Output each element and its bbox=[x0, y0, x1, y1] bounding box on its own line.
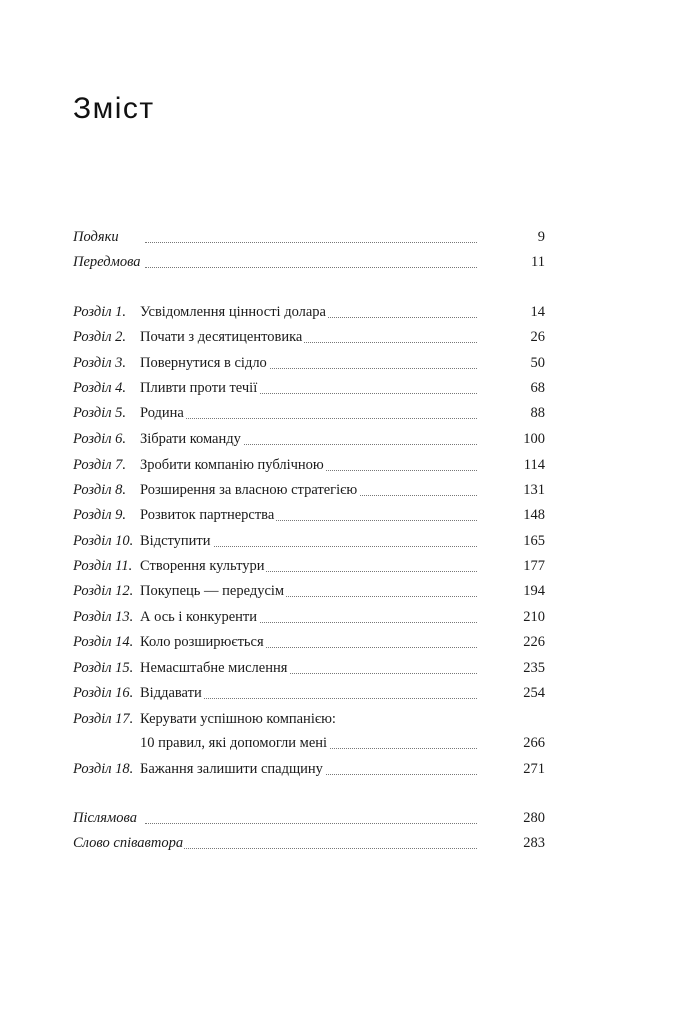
page-number: 88 bbox=[530, 405, 545, 421]
chapter-label: Розділ 14. bbox=[73, 634, 134, 650]
chapter-title: Віддавати bbox=[140, 685, 202, 701]
toc-entry-chapter-10 bbox=[0, 533, 682, 555]
toc-entry-chapter-14 bbox=[0, 634, 682, 656]
toc-entry-chapter-13 bbox=[0, 609, 682, 631]
page-title: Зміст bbox=[73, 92, 155, 125]
entry-label: Післямова bbox=[73, 810, 137, 826]
page-number: 165 bbox=[523, 533, 545, 549]
chapter-label: Розділ 15. bbox=[73, 660, 134, 676]
chapter-label: Розділ 7. bbox=[73, 457, 127, 473]
toc-entry-chapter-6 bbox=[0, 431, 682, 453]
page-number: 280 bbox=[523, 810, 545, 826]
dot-leader bbox=[145, 848, 477, 849]
chapter-title: Керувати успішною компанією: bbox=[140, 711, 336, 727]
toc-entry-chapter-4 bbox=[0, 380, 682, 402]
dot-leader bbox=[145, 418, 477, 419]
chapter-label: Розділ 17. bbox=[73, 711, 134, 727]
chapter-label: Розділ 4. bbox=[73, 380, 127, 396]
page-number: 235 bbox=[523, 660, 545, 676]
chapter-title-line-2: 10 правил, які допомогли мені bbox=[140, 735, 328, 751]
entry-label: Подяки bbox=[73, 229, 119, 245]
toc-entry-chapter-17-continued bbox=[0, 735, 682, 757]
toc-entry-chapter-16 bbox=[0, 685, 682, 707]
chapter-label: Розділ 16. bbox=[73, 685, 134, 701]
page-number: 9 bbox=[537, 229, 545, 245]
toc-entry-chapter-2 bbox=[0, 329, 682, 351]
page-number: 194 bbox=[523, 583, 545, 599]
page-number: 254 bbox=[523, 685, 545, 701]
toc-entry-chapter-3 bbox=[0, 355, 682, 377]
page-number: 271 bbox=[523, 761, 545, 777]
chapter-title: Коло розширюється bbox=[140, 634, 264, 650]
page-number: 177 bbox=[523, 558, 545, 574]
page-number: 11 bbox=[531, 254, 545, 270]
toc-entry-chapter-1 bbox=[0, 304, 682, 326]
toc-entry-chapter-5 bbox=[0, 405, 682, 427]
toc-entry-preface bbox=[0, 254, 682, 276]
chapter-title: Зібрати команду bbox=[140, 431, 241, 447]
page-number: 210 bbox=[523, 609, 545, 625]
entry-label: Слово співавтора bbox=[73, 835, 184, 851]
toc-entry-chapter-15 bbox=[0, 660, 682, 682]
dot-leader bbox=[145, 242, 477, 243]
chapter-label: Розділ 1. bbox=[73, 304, 127, 320]
chapter-label: Розділ 12. bbox=[73, 583, 134, 599]
page-number: 283 bbox=[523, 835, 545, 851]
chapter-title: Повернутися в сідло bbox=[140, 355, 267, 371]
toc-entry-chapter-7 bbox=[0, 457, 682, 479]
page-number: 114 bbox=[523, 457, 545, 473]
chapter-title: Немасштабне мислення bbox=[140, 660, 288, 676]
dot-leader bbox=[145, 823, 477, 824]
chapter-label: Розділ 11. bbox=[73, 558, 133, 574]
page-number: 131 bbox=[523, 482, 545, 498]
chapter-label: Розділ 6. bbox=[73, 431, 127, 447]
chapter-title: Відступити bbox=[140, 533, 211, 549]
chapter-title: Розвиток партнерства bbox=[140, 507, 275, 523]
toc-entry-chapter-8 bbox=[0, 482, 682, 504]
chapter-label: Розділ 8. bbox=[73, 482, 127, 498]
toc-entry-afterword bbox=[0, 810, 682, 832]
toc-entry-acknowledgements bbox=[0, 229, 682, 251]
page-number: 266 bbox=[523, 735, 545, 751]
chapter-title: Створення культури bbox=[140, 558, 265, 574]
page-number: 50 bbox=[530, 355, 545, 371]
toc-entry-chapter-17 bbox=[0, 711, 682, 733]
chapter-title: Усвідомлення цінності долара bbox=[140, 304, 326, 320]
chapter-title: А ось і конкуренти bbox=[140, 609, 257, 625]
page-number: 100 bbox=[523, 431, 545, 447]
chapter-label: Розділ 18. bbox=[73, 761, 134, 777]
chapter-label: Розділ 2. bbox=[73, 329, 127, 345]
chapter-title: Пливти проти течії bbox=[140, 380, 258, 396]
dot-leader bbox=[145, 267, 477, 268]
toc-entry-chapter-9 bbox=[0, 507, 682, 529]
page-number: 68 bbox=[530, 380, 545, 396]
chapter-label: Розділ 10. bbox=[73, 533, 134, 549]
page-number: 14 bbox=[530, 304, 545, 320]
entry-label: Передмова bbox=[73, 254, 141, 270]
chapter-label: Розділ 5. bbox=[73, 405, 127, 421]
toc-entry-chapter-11 bbox=[0, 558, 682, 580]
toc-entry-chapter-12 bbox=[0, 583, 682, 605]
chapter-label: Розділ 9. bbox=[73, 507, 127, 523]
chapter-title: Родина bbox=[140, 405, 184, 421]
chapter-label: Розділ 13. bbox=[73, 609, 134, 625]
page-number: 226 bbox=[523, 634, 545, 650]
toc-entry-chapter-18 bbox=[0, 761, 682, 783]
chapter-label: Розділ 3. bbox=[73, 355, 127, 371]
chapter-title: Покупець — передусім bbox=[140, 583, 285, 599]
page-number: 26 bbox=[530, 329, 545, 345]
page-number: 148 bbox=[523, 507, 545, 523]
chapter-title: Зробити компанію публічною bbox=[140, 457, 324, 473]
toc-entry-coauthor-note bbox=[0, 835, 682, 857]
chapter-title: Почати з десятицентовика bbox=[140, 329, 303, 345]
chapter-title: Розширення за власною стратегією bbox=[140, 482, 358, 498]
chapter-title: Бажання залишити спадщину bbox=[140, 761, 323, 777]
